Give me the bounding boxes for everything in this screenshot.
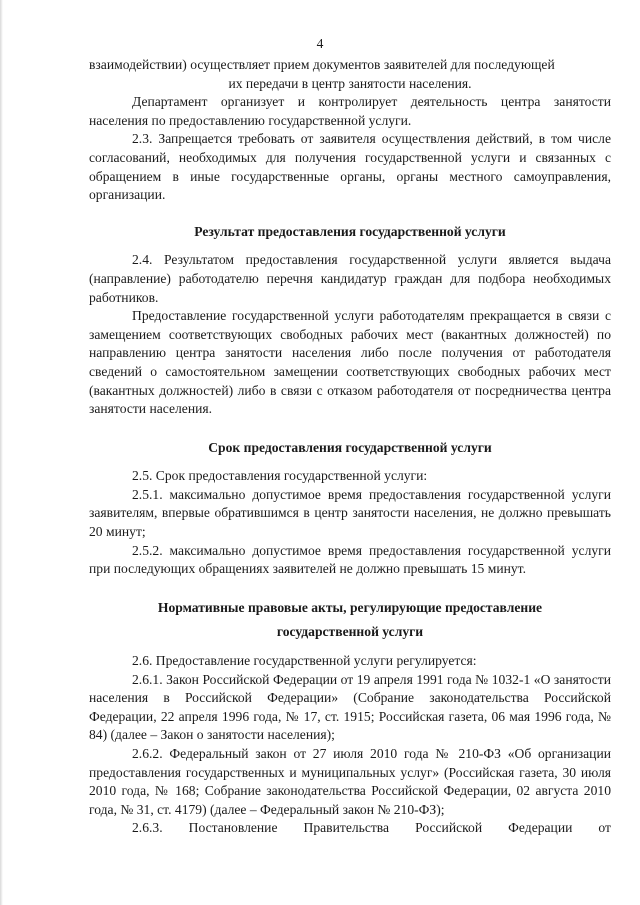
document-body <box>89 56 611 838</box>
scan-left-edge <box>0 0 3 905</box>
section-heading: Нормативные правовые акты, регулирующие предоставление <box>157 599 543 615</box>
section-heading: Результат предоставления государственной услуги <box>194 223 506 239</box>
paragraph: 2.6.2. Федеральный закон от 27 июля 2010 года № 210-ФЗ «Об организации предоставления государственных и муниципальных услуг» (Российская газета, 30 июля 2010 года, № 168; Собрание законодательства Российской Федерации, 02 августа 2010 года, № 31, ст. 4179) (далее – Федеральный закон № 210-ФЗ); <box>89 746 611 817</box>
paragraph: взаимодействии) осуществляет прием документов заявителей для последующей <box>89 57 555 72</box>
paragraph: 2.3. Запрещается требовать от заявителя осуществления действий, в том числе согласований, необходимых для получения государственной услуги и связанных с обращением в иные государственные органы, органы местного самоуправления, организации. <box>89 131 611 203</box>
paragraph: 2.5.1. максимально допустимое время предоставления государственной услуги заявителям, впервые обратившимся в центр занятости населения, не должно превышать 20 минут; <box>89 486 611 540</box>
paragraph: их передачи в центр занятости населения. <box>228 75 472 91</box>
section-heading: государственной услуги <box>276 624 424 640</box>
paragraph: 2.6. Предоставление государственной услуги регулируется: <box>132 653 477 669</box>
paragraph: 2.5. Срок предоставления государственной услуги: <box>132 468 428 484</box>
page-number: 4 <box>316 36 324 51</box>
paragraph: 2.4. Результатом предоставления государственной услуги является выдача (направление) работодателю перечня кандидатур граждан для подбора необходимых работников. <box>89 252 611 305</box>
paragraph: 2.6.3. Постановление Правительства Российской Федерации от <box>132 820 611 836</box>
section-heading: Срок предоставления государственной услуги <box>208 439 492 455</box>
paragraph: Предоставление государственной услуги работодателям прекращается в связи с замещением соответствующих свободных рабочих мест (вакантных должностей) по направлению центра занятости населения либо после получения от работодателя сведений о самостоятельном замещении соответствующих свободных рабочих мест (вакантных должностей) либо в связи с отказом работодателя от посредничества центра занятости населения. <box>89 308 611 417</box>
paragraph: 2.5.2. максимально допустимое время предоставления государственной услуги при последующих обращениях заявителей не должно превышать 15 минут. <box>89 542 611 577</box>
paragraph: 2.6.1. Закон Российской Федерации от 19 апреля 1991 года № 1032-1 «О занятости населения в Российской Федерации» (Собрание законодательства Российской Федерации, 22 апреля 1996 года, № 17, ст. 1915; Российская газета, 06 мая 1996 года, № 84) (далее – Закон о занятости населения); <box>89 671 611 743</box>
paragraph: Департамент организует и контролирует деятельность центра занятости населения по предоставлению государственной услуги. <box>89 94 611 128</box>
